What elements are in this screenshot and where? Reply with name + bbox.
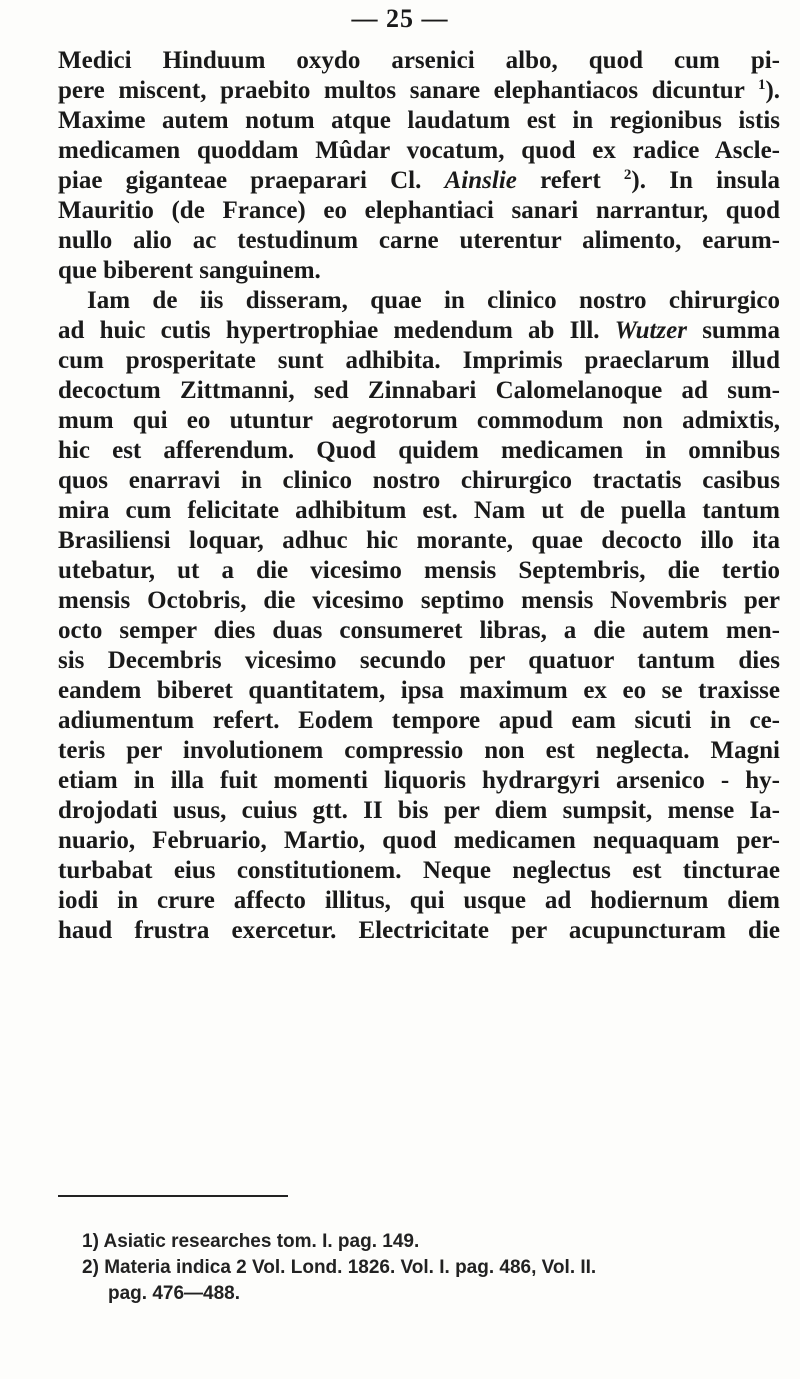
text-line: quos enarravi in clinico nostro chirurgico tractatis casibus — [58, 467, 780, 494]
text-line: nuario, Februario, Martio, quod medicamen nequaquam per- — [58, 827, 780, 854]
text-line — [58, 316, 780, 346]
footnote-text: Asiatic researches tom. I. pag. 149. — [103, 1231, 420, 1252]
text-line: Medici Hinduum oxydo arsenici albo, quod cum pi- — [58, 47, 780, 74]
footnote-2-continuation: pag. 476—488. — [108, 1283, 241, 1304]
text-line: cum prosperitate sunt adhibita. Imprimis praeclarum illud — [58, 347, 780, 374]
text-line: Brasiliensi loquar, adhuc hic morante, quae decocto illo ita — [58, 527, 780, 554]
footnote-2 — [82, 1255, 780, 1281]
footnote-divider — [58, 1195, 288, 1197]
text-line: octo semper dies duas consumeret libras, a die autem men- — [58, 617, 780, 644]
text-line: hic est afferendum. Quod quidem medicamen in omnibus — [58, 437, 780, 464]
footnote-text: Materia indica 2 Vol. Lond. 1826. Vol. I. pag. 486, Vol. II. — [104, 1257, 597, 1278]
text-line: iodi in crure affecto illitus, qui usque ad hodiernum diem — [58, 887, 780, 914]
text-line: medicamen quoddam Mûdar vocatum, quod ex radice Ascle- — [58, 137, 780, 164]
text-line: Mauritio (de France) eo elephantiaci sanari narrantur, quod — [58, 197, 780, 224]
text-line: mensis Octobris, die vicesimo septimo mensis Novembris per — [58, 587, 780, 614]
text-line: teris per involutionem compressio non est neglecta. Magni — [58, 737, 780, 764]
text-line: Iam de iis disseram, quae in clinico nostro chirurgico — [87, 287, 780, 314]
text-line: decoctum Zittmanni, sed Zinnabari Calomelanoque ad sum- — [58, 377, 780, 404]
author-name: Wutzer — [614, 317, 687, 344]
page-number: — 25 — — [351, 4, 449, 33]
text-line: Maxime autem notum atque laudatum est in regionibus istis — [58, 107, 780, 134]
footnote-marker: 1) — [82, 1231, 99, 1252]
text-line: nullo alio ac testudinum carne uterentur alimento, earum- — [58, 227, 780, 254]
text-line: que biberent sanguinem. — [58, 257, 321, 284]
text-line: mum qui eo utuntur aegrotorum commodum non admixtis, — [58, 407, 780, 434]
text-line: haud frustra exercetur. Electricitate per acupuncturam die — [58, 917, 780, 944]
text-line: utebatur, ut a die vicesimo mensis Septembris, die tertio — [58, 557, 780, 584]
footnote-1 — [82, 1229, 780, 1255]
body-text — [58, 46, 780, 946]
text-line — [58, 76, 780, 106]
footnote-ref: 1 — [757, 77, 766, 93]
footnote-marker: 2) — [82, 1257, 99, 1278]
text-line-segment: ). — [765, 77, 781, 104]
text-line — [58, 166, 780, 196]
text-line-segment: refert — [516, 167, 624, 194]
text-line: turbabat eius constitutionem. Neque neglectus est tincturae — [58, 857, 780, 884]
text-line-segment: ad huic cutis hypertrophiae medendum ab Ill. — [58, 317, 600, 344]
text-line: drojodati usus, cuius gtt. II bis per diem sumpsit, mense Ia- — [58, 797, 780, 824]
text-line: etiam in illa fuit momenti liquoris hydrargyri arsenico - hy- — [58, 767, 780, 794]
text-line-segment: summa — [687, 317, 780, 344]
text-line-segment: piae giganteae praeparari Cl. — [58, 167, 422, 194]
footnotes — [82, 1229, 780, 1307]
footnote-ref: 2 — [623, 167, 632, 183]
text-line: adiumentum refert. Eodem tempore apud eam sicuti in ce- — [58, 707, 780, 734]
text-line: mira cum felicitate adhibitum est. Nam ut de puella tantum — [58, 497, 780, 524]
author-name: Ainslie — [444, 167, 517, 194]
text-line-segment: ). In insula — [631, 167, 781, 194]
text-line: sis Decembris vicesimo secundo per quatuor tantum dies — [58, 647, 780, 674]
text-line: eandem biberet quantitatem, ipsa maximum ex eo se traxisse — [58, 677, 780, 704]
text-line-segment: pere miscent, praebito multos sanare elephantiacos dicuntur — [58, 77, 745, 104]
